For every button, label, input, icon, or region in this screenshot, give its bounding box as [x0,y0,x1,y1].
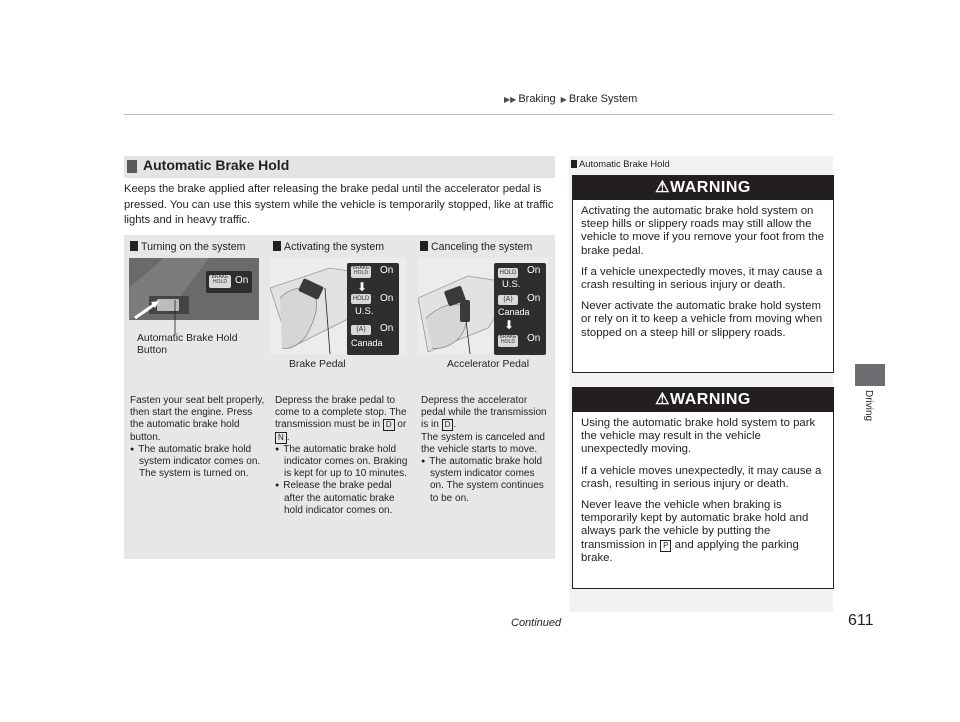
warning-triangle-icon: ⚠ [655,391,670,408]
breadcrumb-arrow-icon: ▶ [560,95,567,104]
section-intro: Keeps the brake applied after releasing the brake pedal until the accelerator pedal is pressed. You can use this system while the vehicle is temporarily stopped, like at traffic lights and in heavy traffic. [124,183,554,227]
chapter-tab-marker [855,364,885,386]
arrow-down-icon: ⬇ [357,280,368,294]
hold-indicator-icon: HOLD [499,270,517,276]
section-title: Automatic Brake Hold [143,157,290,173]
hold-indicator-icon: HOLD [352,296,370,302]
brake-hold-button-callout: Automatic Brake Hold Button [137,333,238,356]
canada-hold-indicator-icon: (A) [498,295,518,305]
breadcrumb-brake-system[interactable]: Brake System [568,93,638,105]
arrow-down-icon: ⬇ [504,318,515,332]
brake-hold-indicator-icon: BRAKE HOLD [209,275,231,288]
warning-box-2: ⚠WARNING Using the automatic brake hold system to park the vehicle may result in the vehicle unexpectedly moving. If a vehicle moves unexpectedly, it may cause a crash, resulting in serious injury or death. Never leave the vehicle when braking is temporarily kept by automatic brake hold and always park the vehicle by putting the transmission in P and applying the parking brake. [572,387,834,589]
brake-hold-indicator-icon: BRAKE HOLD [499,334,517,345]
warning-box-1: ⚠WARNING Activating the automatic brake hold system on steep hills or slippery roads may still allow the vehicle to move if you remove your foot from the brake pedal. If a vehicle unexpectedly moves, it may cause a crash resulting in serious injury or death. Never activate the automatic brake hold system or rely on it to keep a vehicle from moving when stopped on a steep hill or slippery roads. [572,175,834,373]
canceling-indicators: HOLD On U.S. (A) On Canada ⬇ BRAKE HOLD On [494,263,546,355]
column-heading-activating: Activating the system [273,241,384,253]
warning-header: ⚠WARNING [573,176,833,200]
activating-indicators: BRAKE HOLD On ⬇ HOLD On U.S. (A) On Canada [347,263,399,355]
column-heading-canceling: Canceling the system [420,241,532,253]
continued-label: Continued [511,617,562,629]
section-heading [124,156,555,178]
page-number: 611 [848,612,874,629]
header-divider [124,114,833,115]
brake-pedal-callout: Brake Pedal [289,359,346,370]
callout-line [170,300,180,335]
warning-header: ⚠WARNING [573,388,833,412]
breadcrumb-arrow-icon: ▶▶ [504,95,517,104]
accelerator-pedal-callout: Accelerator Pedal [447,359,530,370]
warning-triangle-icon: ⚠ [655,179,670,196]
column-text-activating: Depress the brake pedal to come to a complete stop. The transmission must be in D or N . ● The automatic brake hold indicator comes on. Braking is kept for up to 10 minutes. ● Release the brake pedal after the automatic brake hold indicator comes on. [275,395,411,517]
canada-hold-indicator-icon: (A) [351,325,371,335]
breadcrumb [502,93,637,105]
breadcrumb-braking[interactable]: Braking [518,93,556,105]
column-text-canceling: Depress the accelerator pedal while the transmission is in D . The system is canceled and the vehicle starts to move. ● The automatic brake hold system indicator comes on. The system continues to be on. [421,395,551,505]
section-square-icon [127,160,137,173]
chapter-tab-label: Driving [863,390,874,422]
column-text-turning-on: Fasten your seat belt properly, then start the engine. Press the automatic brake hold button. ● The automatic brake hold system indicator comes on. The system is turned on. [130,395,266,480]
brake-hold-indicator-icon: BRAKE HOLD [352,265,370,276]
sidebar-title: Automatic Brake Hold [571,158,670,169]
column-heading-turning-on: Turning on the system [130,241,245,253]
brake-hold-indicator-on: BRAKE HOLD On [206,271,252,293]
